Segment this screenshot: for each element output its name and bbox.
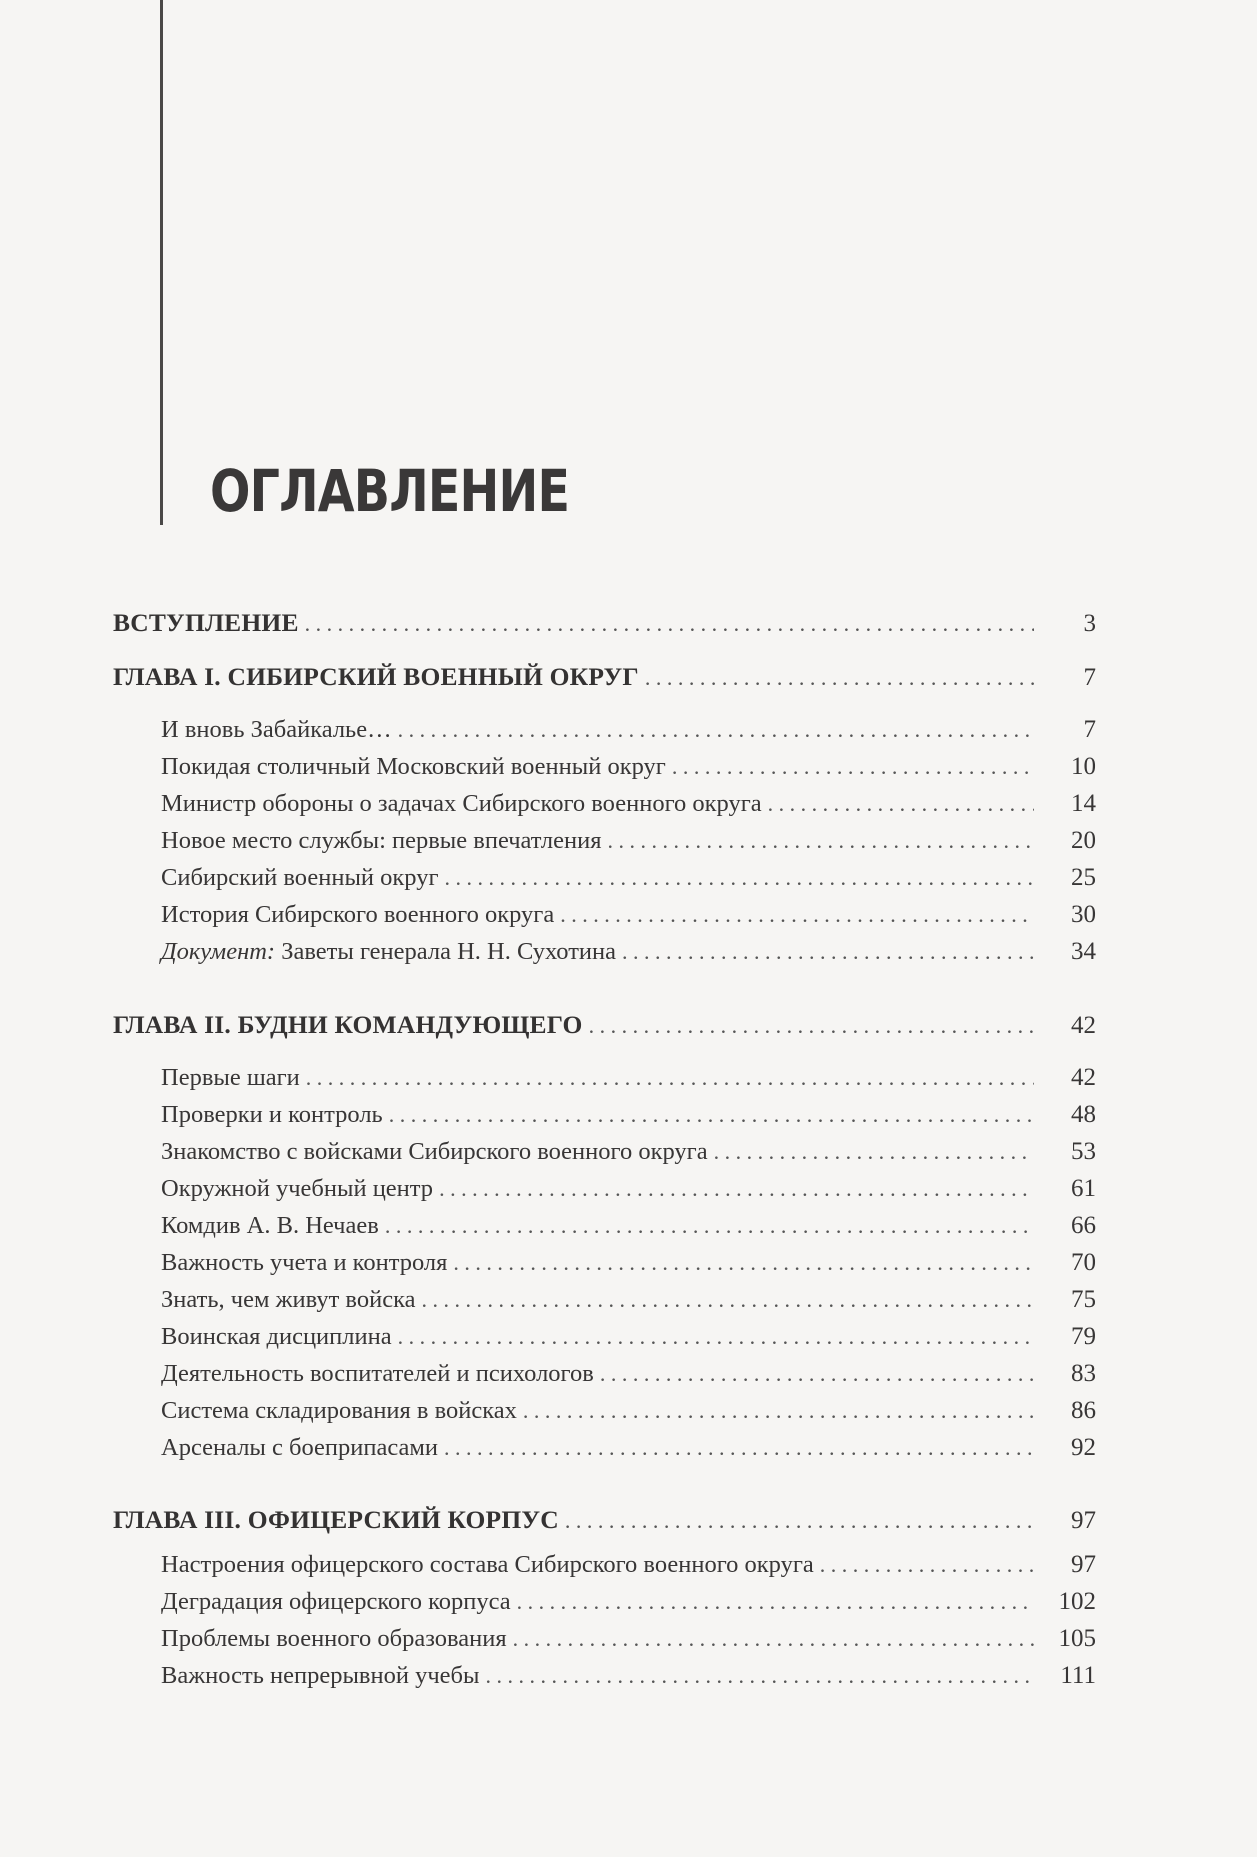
section-title xyxy=(161,938,616,966)
page-number: 30 xyxy=(1071,901,1096,928)
toc-section[interactable] xyxy=(161,716,1096,752)
toc-section[interactable] xyxy=(161,1101,1096,1137)
toc-section[interactable] xyxy=(161,1662,1096,1698)
dot-leader xyxy=(398,717,1034,743)
dot-leader xyxy=(385,1213,1034,1239)
section-title: Деятельность воспитателей и психологов xyxy=(161,1360,594,1387)
toc-section[interactable] xyxy=(161,1397,1096,1433)
section-title: Новое место службы: первые впечатления xyxy=(161,827,602,854)
dot-leader xyxy=(768,791,1034,817)
dot-leader xyxy=(453,1250,1034,1276)
chapter-title: ГЛАВА III. ОФИЦЕРСКИЙ КОРПУС xyxy=(113,1505,559,1534)
page-number: 92 xyxy=(1071,1434,1096,1461)
page-number: 111 xyxy=(1060,1662,1096,1689)
page-number: 61 xyxy=(1071,1175,1096,1202)
dot-leader xyxy=(645,665,1034,691)
page-number: 48 xyxy=(1071,1101,1096,1128)
page-number: 102 xyxy=(1058,1588,1096,1615)
section-title: История Сибирского военного округа xyxy=(161,901,555,928)
section-title: Настроения офицерского состава Сибирского военного округа xyxy=(161,1551,814,1578)
toc-section[interactable] xyxy=(161,1175,1096,1211)
document-prefix: Документ: xyxy=(161,938,276,965)
toc-heading: ОГЛАВЛЕНИЕ xyxy=(210,457,570,525)
section-title: Важность непрерывной учебы xyxy=(161,1662,480,1689)
page-number: 3 xyxy=(1083,610,1096,637)
toc-section[interactable] xyxy=(161,753,1096,789)
page-number: 86 xyxy=(1071,1397,1096,1424)
section-title: Министр обороны о задачах Сибирского военного округа xyxy=(161,790,762,817)
dot-leader xyxy=(565,1508,1034,1534)
dot-leader xyxy=(389,1102,1034,1128)
section-title: И вновь Забайкалье… xyxy=(161,716,392,743)
dot-leader xyxy=(444,1435,1034,1461)
dot-leader xyxy=(421,1287,1034,1313)
entry-title: ВСТУПЛЕНИЕ xyxy=(113,608,299,637)
toc-section[interactable] xyxy=(161,1138,1096,1174)
dot-leader xyxy=(445,865,1034,891)
dot-leader xyxy=(714,1139,1034,1165)
dot-leader xyxy=(607,828,1034,854)
section-title: Знакомство с войсками Сибирского военного округа xyxy=(161,1138,708,1165)
toc-section[interactable] xyxy=(161,1064,1096,1100)
toc-section[interactable] xyxy=(161,864,1096,900)
dot-leader xyxy=(560,902,1034,928)
toc-section[interactable] xyxy=(161,1286,1096,1322)
section-title: Важность учета и контроля xyxy=(161,1249,448,1276)
toc-section[interactable] xyxy=(161,790,1096,826)
section-title: Проверки и контроль xyxy=(161,1101,383,1128)
dot-leader xyxy=(523,1398,1034,1424)
section-title: Первые шаги xyxy=(161,1064,300,1091)
page-number: 20 xyxy=(1071,827,1096,854)
toc-section[interactable] xyxy=(161,1323,1096,1359)
page-number: 42 xyxy=(1071,1064,1096,1091)
section-title: Деградация офицерского корпуса xyxy=(161,1588,511,1615)
section-title: Проблемы военного образования xyxy=(161,1625,507,1652)
section-title: Знать, чем живут войска xyxy=(161,1286,416,1313)
dot-leader xyxy=(439,1176,1034,1202)
dot-leader xyxy=(306,1065,1034,1091)
toc-section[interactable] xyxy=(161,1360,1096,1396)
toc-section-document[interactable] xyxy=(161,938,1096,974)
dot-leader xyxy=(513,1626,1034,1652)
toc-section[interactable] xyxy=(161,901,1096,937)
page-number: 53 xyxy=(1071,1138,1096,1165)
page-number: 7 xyxy=(1083,664,1096,691)
toc-section[interactable] xyxy=(161,1434,1096,1470)
page-number: 97 xyxy=(1071,1507,1096,1534)
page-number: 66 xyxy=(1071,1212,1096,1239)
chapter-title: ГЛАВА II. БУДНИ КОМАНДУЮЩЕГО xyxy=(113,1010,583,1039)
toc-section[interactable] xyxy=(161,1212,1096,1248)
page-number: 42 xyxy=(1071,1012,1096,1039)
dot-leader xyxy=(398,1324,1034,1350)
page-number: 10 xyxy=(1071,753,1096,780)
dot-leader xyxy=(485,1663,1034,1689)
page-number: 75 xyxy=(1071,1286,1096,1313)
section-title: Арсеналы с боеприпасами xyxy=(161,1434,439,1461)
section-title: Окружной учебный центр xyxy=(161,1175,434,1202)
toc-chapter-3[interactable] xyxy=(113,1505,1096,1541)
section-title-text: Заветы генерала Н. Н. Сухотина xyxy=(281,938,617,965)
dot-leader xyxy=(517,1589,1034,1615)
page-number: 79 xyxy=(1071,1323,1096,1350)
section-title: Комдив А. В. Нечаев xyxy=(161,1212,379,1239)
chapter-title: ГЛАВА I. СИБИРСКИЙ ВОЕННЫЙ ОКРУГ xyxy=(113,662,639,691)
page-number: 25 xyxy=(1071,864,1096,891)
section-title: Воинская дисциплина xyxy=(161,1323,392,1350)
dot-leader xyxy=(820,1552,1034,1578)
page-number: 83 xyxy=(1071,1360,1096,1387)
page-number: 97 xyxy=(1071,1551,1096,1578)
dot-leader xyxy=(589,1013,1034,1039)
toc-chapter-1[interactable] xyxy=(113,662,1096,698)
section-title: Система складирования в войсках xyxy=(161,1397,517,1424)
section-title: Сибирский военный округ xyxy=(161,864,439,891)
page-number: 105 xyxy=(1058,1625,1096,1652)
dot-leader xyxy=(672,754,1034,780)
dot-leader xyxy=(600,1361,1034,1387)
toc-section[interactable] xyxy=(161,827,1096,863)
toc-section[interactable] xyxy=(161,1551,1096,1587)
dot-leader xyxy=(305,611,1034,637)
toc-section[interactable] xyxy=(161,1625,1096,1661)
section-title: Покидая столичный Московский военный округ xyxy=(161,753,666,780)
page-number: 34 xyxy=(1071,938,1096,965)
page-number: 7 xyxy=(1083,716,1096,743)
vertical-rule xyxy=(160,0,163,525)
dot-leader xyxy=(622,939,1034,965)
toc-section[interactable] xyxy=(161,1249,1096,1285)
toc-chapter-2[interactable] xyxy=(113,1010,1096,1046)
page-number: 14 xyxy=(1071,790,1096,817)
toc-section[interactable] xyxy=(161,1588,1096,1624)
page-number: 70 xyxy=(1071,1249,1096,1276)
toc-entry-intro[interactable] xyxy=(113,608,1096,644)
